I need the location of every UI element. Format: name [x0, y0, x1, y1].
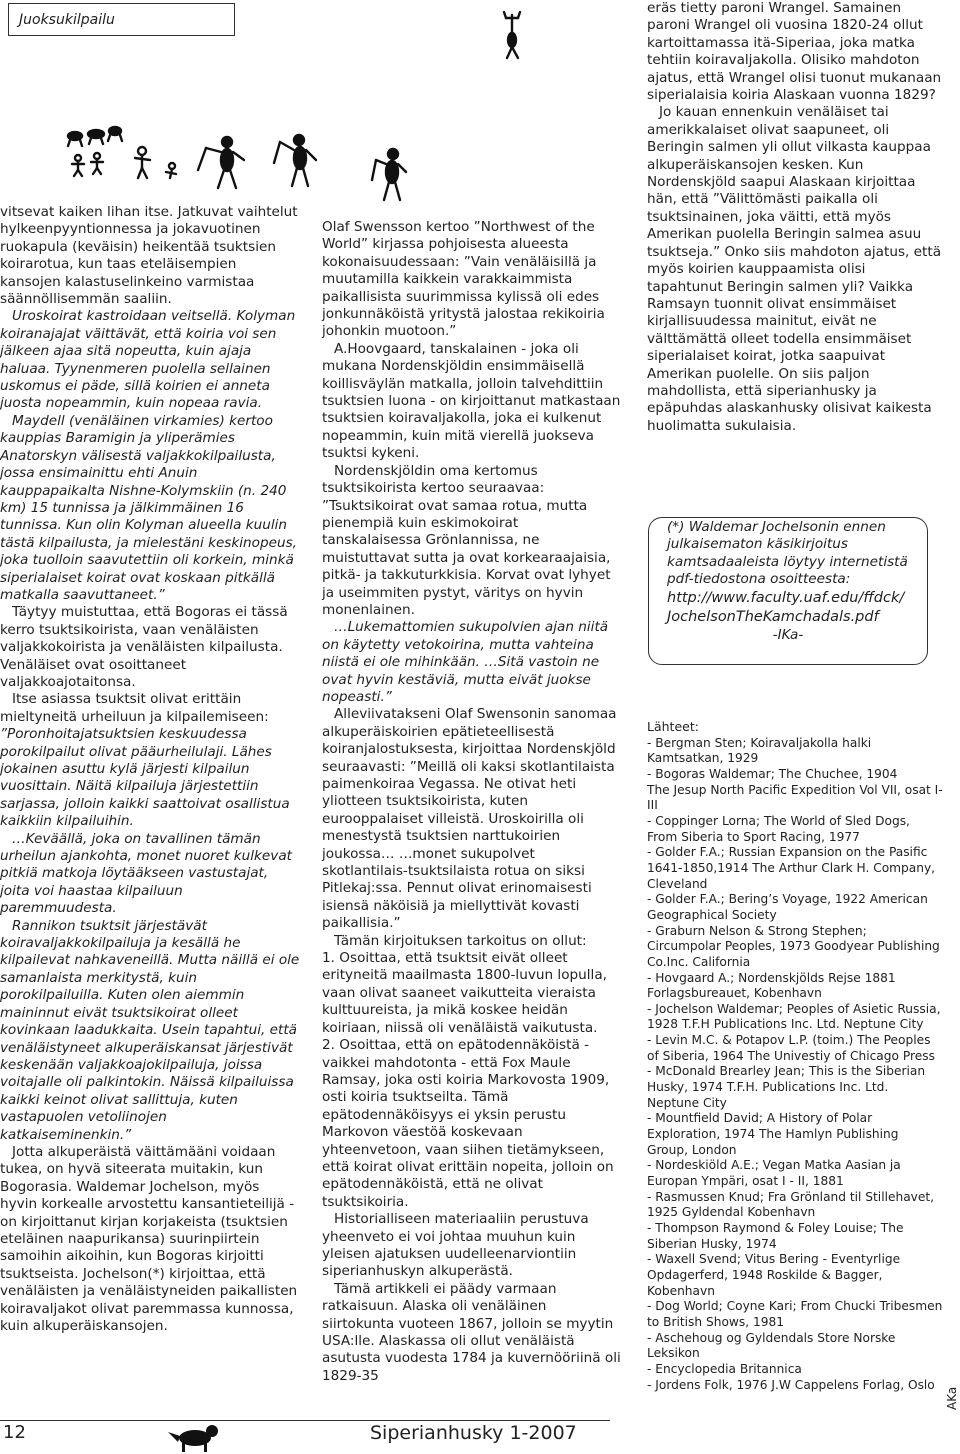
article-column-3	[647, 0, 943, 435]
reference-item: - Golder F.A.; Russian Expansion on the Pasific 1641-1850,1914 The Arthur Clark H. Company, Cleveland	[647, 845, 936, 891]
paragraph: Rannikon tsuktsit järjestävät koiravaljakkokilpailuja ja kesällä he kilpailevat nahkaveneillä. Mutta näillä ei ole samanlaista merkitystä, kuin porokilpailuilla. Kuten olen aiemmin maininnut eivät tsuktsikoirat olleet kovinkaan laadukkaita. Usein tapahtui, että venäläistyneet alkuperäiskansat järjestivät keskenään valjakkoajokilpailuja, joissa voitajalle oli palkintokin. Näissä kilpailuissa kaikki keinot olivat sallittuja, kuten vastapuolen vetoliinojen katkaiseminenkin.”	[0, 917, 300, 1143]
paragraph: 1. Osoittaa, että tsuktsit eivät olleet erityneitä maailmasta 1800-luvun lopulla, vaan olivat saaneet vaikutteita vieraista kulttuureista, ja mikä koskee heidän koiriaan, niissä oli venäläistä vaikutusta.	[322, 950, 607, 1036]
paragraph: A.Hoovgaard, tanskalainen - joka oli mukana Nordenskjöldin ensimmäisellä koillisväylän matkalla, jolloin talvehdittiin tsuktsien luona - on kirjoittanut matkastaan tsuktsien koiravaljakolla, joka ei kulkenut nopeammin, kuin mitä vierellä juokseva tsuktsi kykeni.	[322, 340, 621, 462]
reference-item: The Jesup North Pacific Expedition Vol VII, osat I-III	[647, 782, 943, 813]
small-person-figure-3	[135, 147, 150, 178]
dancer-figure-2	[274, 135, 316, 186]
paragraph: …Keväällä, joka on tavallinen tämän urheilun ajankohta, monet nuoret kulkevat pitkiä matkoja löytääkseen vastustajat, joita voi haastaa kilpailuun paremmuudesta.	[0, 830, 292, 917]
references-list	[647, 719, 943, 1393]
reference-item: - Waxell Svend; Vitus Bering - Eventyrlige Opdagerferd, 1948 Roskilde & Bagger, Kobenhavn	[647, 1252, 901, 1298]
side-author-label: AKa	[945, 1386, 959, 1410]
paragraph: Uroskoirat kastroidaan veitsellä. Kolyman koiranajajat väittävät, että koiria voi sen jälkeen ajaa sitä nopeutta, kuin ajaja haluaa. Tyynenmeren puolella sellainen uskomus ei päde, sillä koirien ei anneta juosta nopeammin, kuin nopeaa ravia.	[0, 308, 296, 412]
small-animal-figure-1	[68, 132, 82, 146]
paragraph: 2. Osoittaa, että on epätodennäköistä - vaikkei mahdotonta - että Fox Maule Ramsay, joka osti koiria Markovosta 1909, osti koiria tsuktseilta. Tämä epätodennäköisyys ei yksin perustu Markovon väestöä koskevaan yhteenvetoon, vaan siihen tietämykseen, että koirat olivat erittäin nopeita, jolloin on epätodennäköistä, että ne olivat tsuktsikoiria.	[322, 1037, 614, 1210]
small-person-figure-4	[166, 163, 176, 178]
paragraph: Olaf Swensson kertoo ”Northwest of the World” kirjassa pohjoisesta alueesta kokonaisuudessaan: ”Vain venäläisillä ja muutamilla kaikkein varakkaimmista paikallisista suurimmissa kylissä oli edes jonkunnäköistä yritystä jalostaa rekikoiria johonkin muotoon.”	[322, 219, 605, 340]
reference-item: - Rasmussen Knud; Fra Grönland til Stillehavet, 1925 Gyldendal Kobenhavn	[647, 1189, 935, 1220]
paragraph: …Lukemattomien sukupolvien ajan niitä on käytetty vetokoirina, mutta vahteina niistä ei ole mihinkään. …Sitä vastoin ne ovat hyvin kestäviä, mutta eivät juokse nopeasti.”	[322, 619, 609, 705]
footnote-url-link[interactable]: http://www.faculty.uaf.edu/ffdck/ JochelsonTheKamchadals.pdf	[667, 589, 905, 625]
reference-item: - Graburn Nelson & Strong Stephen; Circumpolar Peoples, 1973 Goodyear Publishing Co.Inc. California	[647, 923, 940, 969]
reference-item: - Thompson Raymond & Foley Louise; The Siberian Husky, 1974	[647, 1221, 904, 1251]
reference-item: - Golder F.A.; Bering’s Voyage, 1922 American Geographical Society	[647, 892, 928, 922]
page-number: 12	[3, 1422, 26, 1443]
paragraph: Jotta alkuperäistä väittämääni voidaan tukea, on hyvä siteerata muitakin, kun Bogorasia. Waldemar Jochelson, myös hyvin korkealle arvostettu kansantieteilijä - on kirjoittanut kirjan korjakeista (tsuktsien eteläinen naapurikansa) suurinpiirtein samoihin aikoihin, kun Bogoras kirjoitti tsuktseista. Jochelson(*) kirjoittaa, että venäläisten ja venäläistyneiden paikallisten koiravaljakot olivat paremmassa kunnossa, kuin alkuperäiskansojen.	[0, 1143, 298, 1334]
small-person-figure-1	[72, 155, 84, 176]
small-animal-figure-2	[88, 130, 104, 144]
paragraph: Nordenskjöldin oma kertomus tsuktsikoirista kertoo seuraavaa: ”Tsuktsikoirat ovat samaa rotua, mutta pienempiä kuin eskimokoirat tanskalaisessa Grönlannissa, ne muistuttavat sutta ja ovat korkearaajaisia, pitkä- ja takkuturkkisia. Korvat ovat lyhyet ja useimmiten pystyt, väritys on hyvin monenlainen.	[322, 462, 611, 618]
paragraph: Täytyy muistuttaa, että Bogoras ei tässä kerro tsuktsikoirista, vaan venäläisten valjakkokoirista ja venäläisten kilpailusta. Venäläiset ovat osoittaneet valjakkoajotaitonsa.	[0, 604, 288, 690]
reference-item: - Aschehoug og Gyldendals Store Norske Leksikon	[647, 1330, 896, 1361]
article-column-1	[0, 204, 300, 1335]
reference-item: - Levin M.C. & Potapov L.P. (toim.) The Peoples of Siberia, 1964 The Univestiy of Chicago Press	[647, 1033, 935, 1063]
paragraph: vitsevat kaiken lihan itse. Jatkuvat vaihtelut hylkeenpyyntionnessa ja jokavuotinen ruokapula (keväisin) heikentää tsuktsien koirarotua, kun taas eteläisempien kansojen kalastuselinkeino varmistaa säännöllisemmän saaliin.	[0, 204, 298, 308]
small-animal-figure-3	[108, 127, 122, 141]
reference-item: - Bergman Sten; Koiravaljakolla halki Kamtsatkan, 1929	[647, 735, 872, 766]
publication-footer: Siperianhusky 1-2007	[370, 1422, 577, 1444]
reference-item: - Nordeskiöld A.E.; Vegan Matka Aasian ja Europan Ympäri, osat I - II, 1881	[647, 1158, 901, 1189]
footnote-box	[648, 517, 928, 665]
paragraph: ”Poronhoitajatsuktsien keskuudessa porokilpailut olivat pääurheilulaji. Lähes jokainen asuttu kylä järjesti kilpailun vuosittain. Näitä kilpailuja järjestettiin sarjassa, jolloin kaikki saattoivat osallistua kaikkiin kilpailuihin.	[0, 726, 290, 830]
reference-item: - Mountfield David; A History of Polar Exploration, 1974 The Hamlyn Publishing Group, London	[647, 1111, 899, 1157]
paragraph: eräs tietty paroni Wrangel. Samainen paroni Wrangel oli vuosina 1820-24 ollut kartoittamassa itä-Siperiaa, joka matka tehtiin koiravaljakolla. Olisiko mahdoton ajatus, että Wrangel olisi tuonut mukanaan siperialaisia koiria Alaskaan vuonna 1829?	[647, 0, 942, 104]
footnote-text: (*) Waldemar Jochelsonin ennen julkaisematon käsikirjoitus kamtsadaaleista löytyy internetistä pdf-tiedostona osoitteesta:	[667, 519, 908, 588]
article-column-2	[322, 219, 621, 1385]
footer-dog-icon	[160, 1420, 230, 1454]
figure-with-antlers	[504, 12, 520, 58]
reference-item: - Jochelson Waldemar; Peoples of Asietic Russia, 1928 T.F.H Publications Inc. Ltd. Neptune City	[647, 1001, 941, 1032]
reference-item: - Hovgaard A.; Nordenskjölds Rejse 1881 Forlagsbureauet, Kobenhavn	[647, 970, 896, 1001]
reference-item: - McDonald Brearley Jean; This is the Siberian Husky, 1974 T.F.H. Publications Inc. Ltd. Neptune City	[647, 1064, 926, 1110]
reference-item: - Coppinger Lorna; The World of Sled Dogs, From Siberia to Sport Racing, 1977	[647, 813, 910, 844]
paragraph: Tämän kirjoituksen tarkoitus on ollut:	[334, 932, 587, 949]
reference-item: - Dog World; Coyne Kari; From Chucki Tribesmen to British Shows, 1981	[647, 1299, 943, 1329]
paragraph: Maydell (venäläinen virkamies) kertoo kauppias Baramigin ja yliperämies Anatorskyn välisestä valjakkokilpailusta, jossa ensimainittu ehti Anuin kauppapaikalta Nishne-Kolymskiin (n. 240 km) 15 tunnissa ja jälkimmäinen 16 tunnissa. Kun olin Kolyman alueella kuulin tästä kilpailusta, ja mielestäni keskinopeus, joka tuolloin saavutettiin oli korkein, minkä siperialaiset koirat ovat koskaan pitkällä matkalla saavuttaneet.”	[0, 412, 297, 603]
paragraph: Alleviivatakseni Olaf Swensonin sanomaa alkuperäiskoirien epätieteellisestä koiranjalostuksesta, kirjoittaa Nordenskjöld seuraavasti: ”Meillä oli kaksi skotlantilaista paimenkoiraa Vegassa. Ne otivat heti yliotteen tsuktsikoirista, kuten eurooppalaiset villeistä. Uroskoirilla oli menestystä tsuktsien narttukoirien joukossa… …monet sukupolvet skotlantilais-tsuktsilaista rotua on siksi Pitlekaj:ssa. Pennut olivat erinomaisesti isiensä näköisiä ja miellyttivät kovasti paikallisia.”	[322, 706, 617, 932]
small-person-figure-2	[91, 153, 103, 174]
reference-item: - Encyclopedia Britannica	[647, 1361, 802, 1376]
dancer-figure-1	[198, 137, 244, 188]
footer-rule	[0, 1420, 610, 1421]
paragraph: Itse asiassa tsuktsit olivat erittäin mieltyneitä urheiluun ja kilpailemiseen:	[0, 691, 269, 725]
dancer-figure-3	[372, 149, 406, 200]
paragraph: Tämä artikkeli ei päädy varmaan ratkaisuun. Alaska oli venäläinen siirtokunta vuoteen 1867, jolloin se myytin USA:lle. Alaskassa oli ollut venäläistä asutusta vuodesta 1784 ja kuvernööriinä oli 1829-35	[322, 1280, 621, 1384]
paragraph: Historialliseen materiaaliin perustuva yheenveto ei voi johtaa muuhun kuin yleisen ajatuksen uudelleenarviontiin siperianhuskyn alkuperästä.	[322, 1211, 589, 1280]
section-label: Juoksukilpailu	[8, 3, 235, 36]
footnote-signature: -IKa-	[772, 626, 804, 643]
references-heading: Lähteet:	[647, 719, 699, 734]
paragraph: Jo kauan ennenkuin venäläiset tai amerikkalaiset olivat saapuneet, oli Beringin salmen yli ollut vilkasta kauppaa alkuperäiskansojen kesken. Kun Nordenskjöld saapui Alaskaan kirjoittaa hän, että ”Välittömästi paikalla oli tsuktsinainen, joka väitti, että myös Amerikan puolella Beringin salmea asuu tsuktseja.” Onko siis mahdoton ajatus, että myös koirien kauppaamista olisi tapahtunut Beringin salmen yli? Vaikka Ramsayn tuonnit olivat ensimmäiset kirjallisuudessa mainitut, eivät ne välttämättä olleet todella ensimmäiset siperialaiset koirat, jotka saapuivat Amerikan puolelle. On siis paljon mahdollista, että siperianhusky ja epäpuhdas alaskanhusky olisivat kaikesta huolimatta sukulaisia.	[647, 104, 942, 434]
reference-item: - Jordens Folk, 1976 J.W Cappelens Forlag, Oslo	[647, 1377, 935, 1392]
reference-item: - Bogoras Waldemar; The Chuchee, 1904	[647, 766, 898, 781]
